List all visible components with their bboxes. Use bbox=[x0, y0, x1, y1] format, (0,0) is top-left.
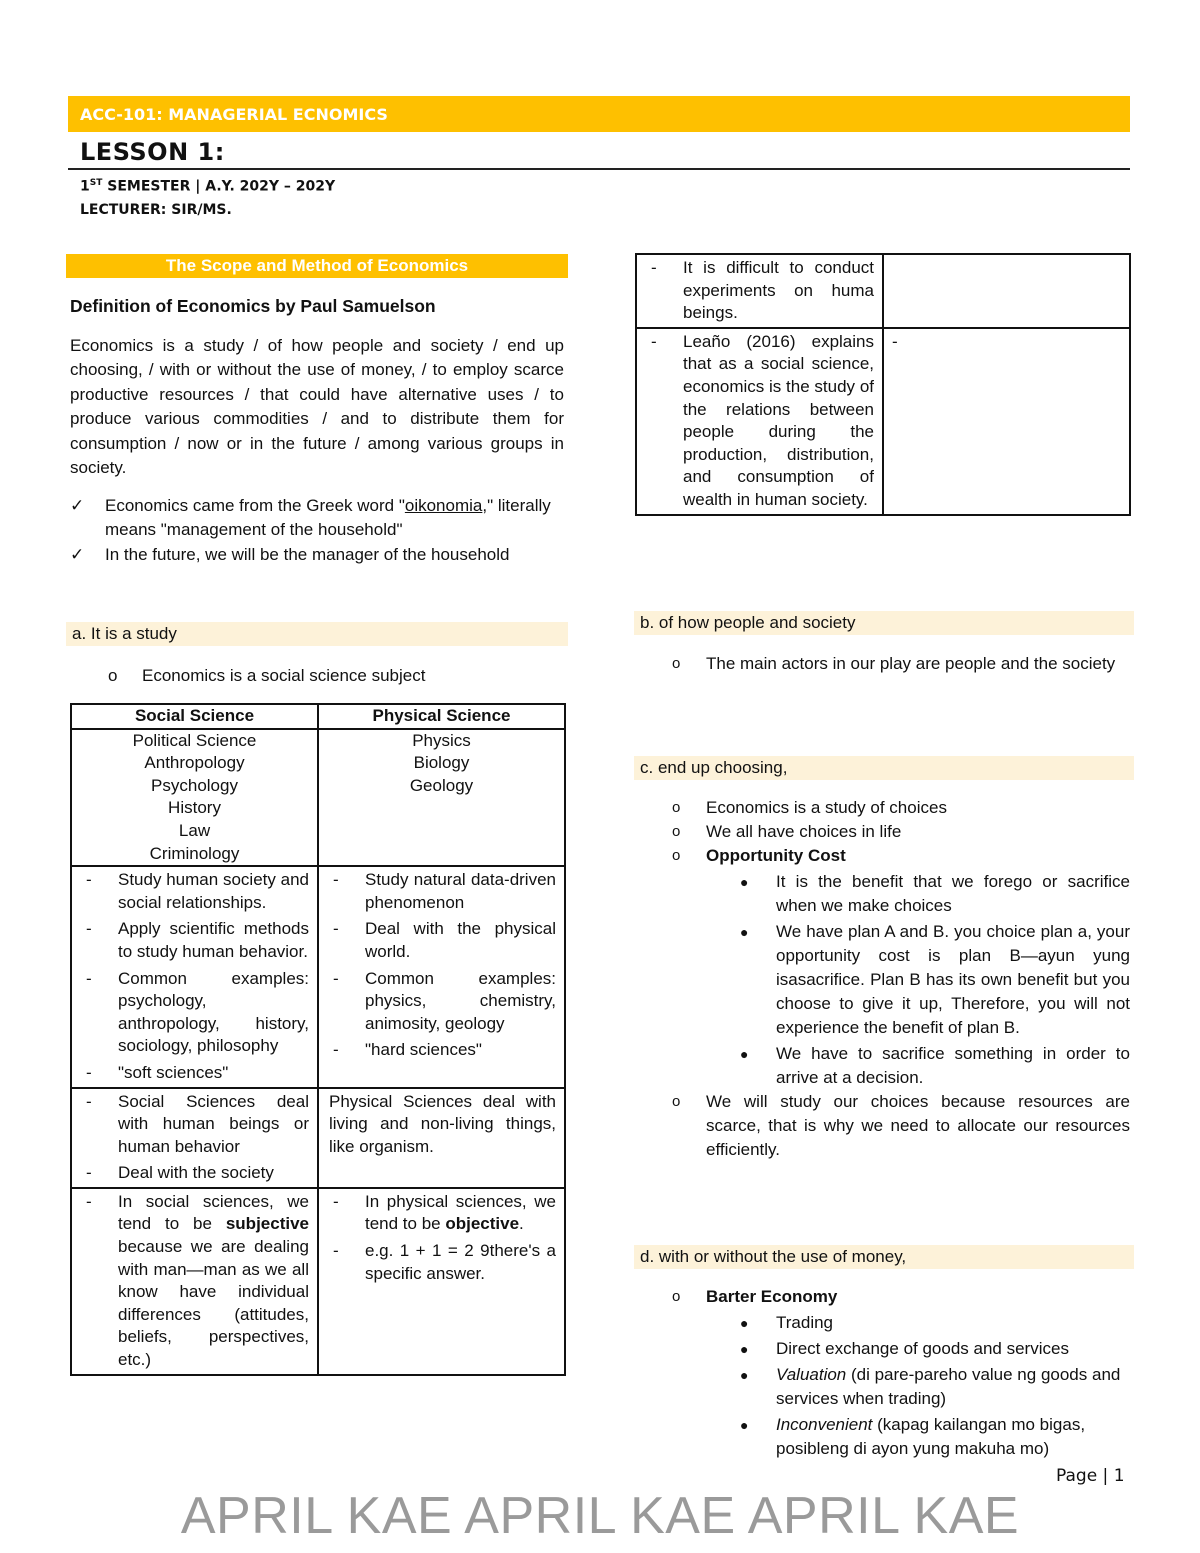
list-item: - e.g. 1 + 1 = 2 9there's a specific answer. bbox=[333, 1241, 556, 1283]
lecturer-line: LECTURER: SIR/MS. bbox=[80, 202, 232, 218]
list-item: - In social sciences, we tend to be subjective because we are dealing with man—man as we all know have individual differences (attitudes, beliefs, perspectives, etc.) bbox=[86, 1191, 309, 1370]
check-icon: ✓ bbox=[70, 545, 85, 564]
subheading-b-band bbox=[634, 611, 1134, 635]
leano-cell: - Leaño (2016) explains that as a social science, economics is the study of the relations between people during the production, distribution, and consumption of wealth in human society. bbox=[636, 328, 883, 515]
list-item: ● It is the benefit that we forego or sacrifice when we make choices bbox=[740, 872, 1130, 915]
physical-deal: Physical Sciences deal with living and non-living things, like organism. bbox=[318, 1088, 565, 1188]
subheading-c-band bbox=[634, 756, 1134, 780]
sub-a-circle: o bbox=[108, 666, 118, 685]
sub-b-list bbox=[634, 652, 1130, 676]
col-header-physical: Physical Science bbox=[318, 704, 565, 729]
science-comparison-table bbox=[70, 703, 566, 1376]
list-item: - Social Sciences deal with human beings or human behavior bbox=[86, 1091, 309, 1156]
subheading-d: d. with or without the use of money, bbox=[640, 1247, 907, 1266]
definition-heading: Definition of Economics by Paul Samuelson bbox=[70, 296, 436, 316]
list-item: - Apply scientific methods to study human behavior. bbox=[86, 919, 309, 961]
list-item: ● We have to sacrifice something in order to arrive at a decision. bbox=[740, 1044, 1130, 1087]
list-item: - "hard sciences" bbox=[333, 1040, 482, 1060]
dash-cell: - bbox=[883, 328, 1130, 515]
list-item: ● Inconvenient (kapag kailangan mo bigas, posibleng di ayon yung makuha mo) bbox=[740, 1415, 1086, 1458]
social-subjective bbox=[71, 1188, 318, 1375]
list-item: - Common examples: physics, chemistry, animosity, geology bbox=[333, 968, 556, 1033]
section-title: The Scope and Method of Economics bbox=[165, 256, 469, 275]
subheading-a: a. It is a study bbox=[72, 624, 177, 643]
list-item: - "soft sciences" bbox=[86, 1062, 229, 1082]
opportunity-cost: o Opportunity Cost bbox=[672, 846, 846, 865]
list-item: - Deal with the society bbox=[86, 1163, 274, 1183]
check-item-greek: ✓ Economics came from the Greek word "oikonomia," literally means "management of the household" bbox=[70, 496, 551, 540]
course-title: ACC-101: MANAGERIAL ECNOMICS bbox=[80, 105, 388, 124]
oikonomia-term: oikonomia bbox=[404, 496, 483, 515]
list-item: ● Direct exchange of goods and services bbox=[740, 1339, 1069, 1358]
list-item: - Common examples: psychology, anthropology, history, sociology, philosophy bbox=[86, 968, 309, 1056]
header-rule bbox=[68, 168, 1130, 170]
watermark: APRIL KAE APRIL KAE APRIL KAE bbox=[180, 1487, 1020, 1545]
physical-subjects: Physics Biology Geology bbox=[318, 729, 565, 867]
list-item: ● We have plan A and B. you choice plan a, your opportunity cost is plan B—ayun yung isasacrifice. Plan B has its own benefit but you choose to give it up, Therefore, you will not experience the benefit of plan B. bbox=[740, 922, 1130, 1037]
list-item: - Study natural data-driven phenomenon bbox=[333, 870, 556, 912]
subheading-b: b. of how people and society bbox=[640, 613, 856, 632]
list-item: o The main actors in our play are people and the society bbox=[672, 654, 1116, 673]
list-item: - Deal with the physical world. bbox=[333, 919, 556, 961]
course-banner bbox=[68, 96, 1130, 132]
page-number: Page | 1 bbox=[1056, 1466, 1125, 1486]
leano-table bbox=[635, 253, 1131, 516]
sub-a-bullet: Economics is a social science subject bbox=[142, 666, 426, 685]
list-item: - Study human society and social relationships. bbox=[86, 870, 309, 912]
check-item-future: ✓ In the future, we will be the manager of the household bbox=[70, 543, 570, 567]
semester-line: 1ST SEMESTER | A.Y. 202Y – 202Y bbox=[80, 178, 336, 195]
list-item: o We all have choices in life bbox=[672, 822, 902, 841]
empty-cell bbox=[883, 254, 1130, 328]
check-icon: ✓ bbox=[70, 496, 85, 515]
subheading-c: c. end up choosing, bbox=[640, 758, 788, 777]
social-traits bbox=[71, 866, 318, 1087]
subheading-d-band bbox=[634, 1245, 1134, 1269]
list-item: ● Valuation (di pare-pareho value ng goods and services when trading) bbox=[740, 1365, 1121, 1408]
barter-economy: o Barter Economy bbox=[672, 1287, 838, 1306]
physical-objective bbox=[318, 1188, 565, 1375]
experiment-cell: - It is difficult to conduct experiments on huma beings. bbox=[636, 254, 883, 328]
physical-traits bbox=[318, 866, 565, 1087]
lesson-title: LESSON 1: bbox=[80, 138, 225, 166]
section-banner bbox=[66, 254, 568, 278]
social-deal bbox=[71, 1088, 318, 1188]
list-item: ● Trading bbox=[740, 1313, 834, 1332]
definition-body: Economics is a study / of how people and society / end up choosing, / with or without the use of money, / to employ scarce productive resources / that could have alternative uses / to produce various commodities / and to distribute them for consumption / now or in the future / among various groups in society. bbox=[70, 336, 564, 478]
social-subjects: Political Science Anthropology Psychology History Law Criminology bbox=[71, 729, 318, 867]
list-item: - In physical sciences, we tend to be objective. bbox=[333, 1191, 556, 1234]
list-item: o Economics is a study of choices bbox=[672, 798, 947, 817]
sub-d-list bbox=[634, 1285, 1130, 1461]
subheading-a-band bbox=[66, 622, 568, 646]
sub-c-list bbox=[634, 796, 1130, 1162]
list-item: o We will study our choices because resources are scarce, that is why we need to allocate our resources efficiently. bbox=[672, 1092, 1130, 1159]
col-header-social: Social Science bbox=[71, 704, 318, 729]
